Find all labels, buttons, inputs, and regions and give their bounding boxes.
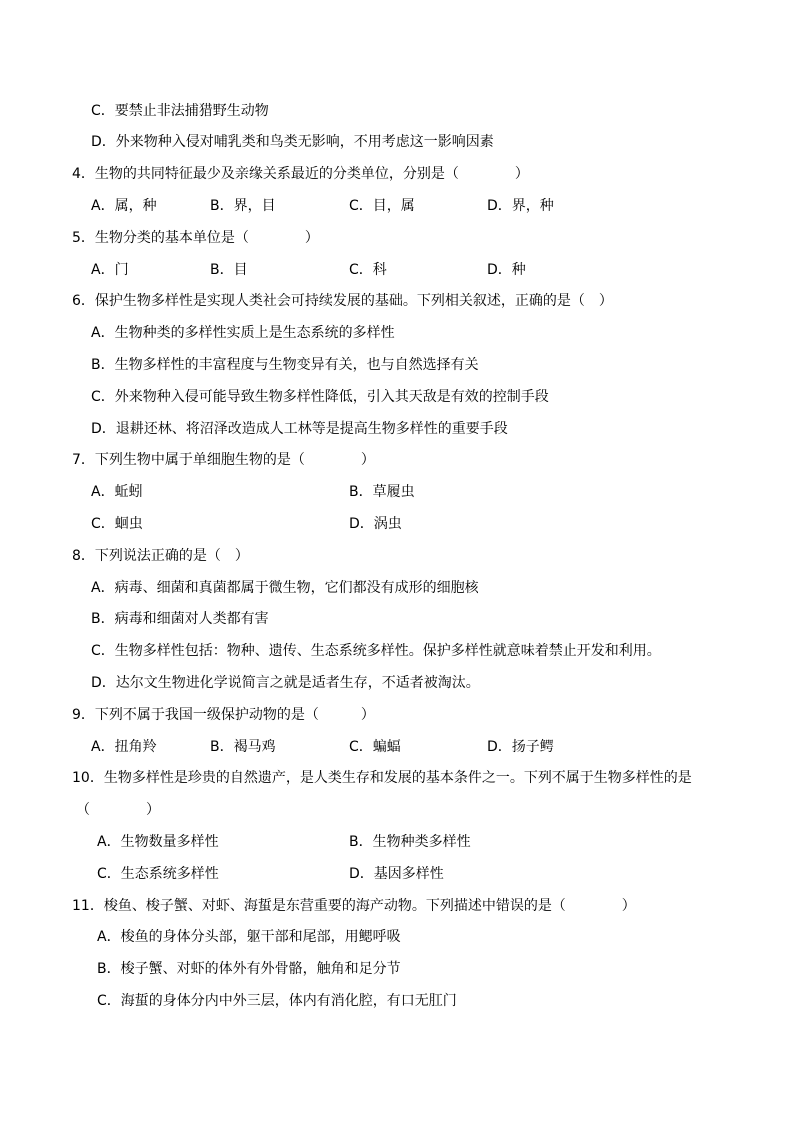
question-10-option-b: B．生物种类多样性 — [349, 834, 471, 850]
question-6-option-d: D．退耕还林、将沼泽改造成人工林等是提高生物多样性的重要手段 — [91, 421, 508, 437]
question-8-option-b: B．病毒和细菌对人类都有害 — [91, 611, 269, 627]
question-10-option-d: D．基因多样性 — [349, 866, 444, 882]
question-8-stem: 8．下列说法正确的是（ ） — [72, 548, 249, 564]
question-7-option-d: D．涡虫 — [349, 516, 402, 532]
question-9-option-b: B．褐马鸡 — [210, 739, 276, 755]
question-9-option-a: A．扭角羚 — [91, 739, 157, 755]
question-7-option-c: C．蛔虫 — [91, 516, 143, 532]
question-9-option-c: C．蝙蝠 — [349, 739, 401, 755]
question-11-option-c: C．海蜇的身体分内中外三层，体内有消化腔，有口无肛门 — [97, 993, 457, 1009]
question-4-stem: 4．生物的共同特征最少及亲缘关系最近的分类单位，分别是（ ） — [72, 166, 529, 182]
question-5-option-d: D．种 — [487, 262, 526, 278]
prev-question-option-d: D．外来物种入侵对哺乳类和鸟类无影响，不用考虑这一影响因素 — [91, 134, 494, 150]
question-7-option-b: B．草履虫 — [349, 484, 415, 500]
question-6-option-b: B．生物多样性的丰富程度与生物变异有关，也与自然选择有关 — [91, 357, 479, 373]
question-9-option-d: D．扬子鳄 — [487, 739, 554, 755]
question-11-option-a: A．梭鱼的身体分头部，躯干部和尾部，用鳃呼吸 — [97, 929, 401, 945]
question-4-option-b: B．界，目 — [210, 198, 276, 214]
question-8-option-c: C．生物多样性包括：物种、遗传、生态系统多样性。保护多样性就意味着禁止开发和利用。 — [91, 643, 661, 659]
question-7-option-a: A．蚯蚓 — [91, 484, 143, 500]
question-5-stem: 5．生物分类的基本单位是（ ） — [72, 230, 319, 246]
question-6-option-c: C．外来物种入侵可能导致生物多样性降低，引入其天敌是有效的控制手段 — [91, 389, 549, 405]
question-6-option-a: A．生物种类的多样性实质上是生态系统的多样性 — [91, 325, 395, 341]
question-5-option-b: B．目 — [210, 262, 248, 278]
question-10-option-c: C．生态系统多样性 — [97, 866, 219, 882]
question-11-option-b: B．梭子蟹、对虾的体外有外骨骼，触角和足分节 — [97, 961, 401, 977]
question-9-stem: 9．下列不属于我国一级保护动物的是（ ） — [72, 707, 375, 723]
question-4-option-d: D．界，种 — [487, 198, 554, 214]
question-10-stem: 10．生物多样性是珍贵的自然遗产，是人类生存和发展的基本条件之一。下列不属于生物多样性的是 — [72, 770, 692, 786]
question-11-stem: 11．梭鱼、梭子蟹、对虾、海蜇是东营重要的海产动物。下列描述中错误的是（ ） — [72, 898, 636, 914]
question-10-stem-continuation: （ ） — [76, 802, 160, 818]
question-10-option-a: A．生物数量多样性 — [97, 834, 219, 850]
prev-question-option-c: C．要禁止非法捕猎野生动物 — [91, 103, 269, 119]
question-7-stem: 7．下列生物中属于单细胞生物的是（ ） — [72, 452, 375, 468]
question-4-option-a: A．属，种 — [91, 198, 157, 214]
question-5-option-c: C．科 — [349, 262, 387, 278]
question-6-stem: 6．保护生物多样性是实现人类社会可持续发展的基础。下列相关叙述，正确的是（ ） — [72, 293, 613, 309]
question-8-option-d: D．达尔文生物进化学说简言之就是适者生存，不适者被淘汰。 — [91, 675, 480, 691]
question-5-option-a: A．门 — [91, 262, 129, 278]
question-8-option-a: A．病毒、细菌和真菌都属于微生物，它们都没有成形的细胞核 — [91, 580, 479, 596]
question-4-option-c: C．目，属 — [349, 198, 415, 214]
